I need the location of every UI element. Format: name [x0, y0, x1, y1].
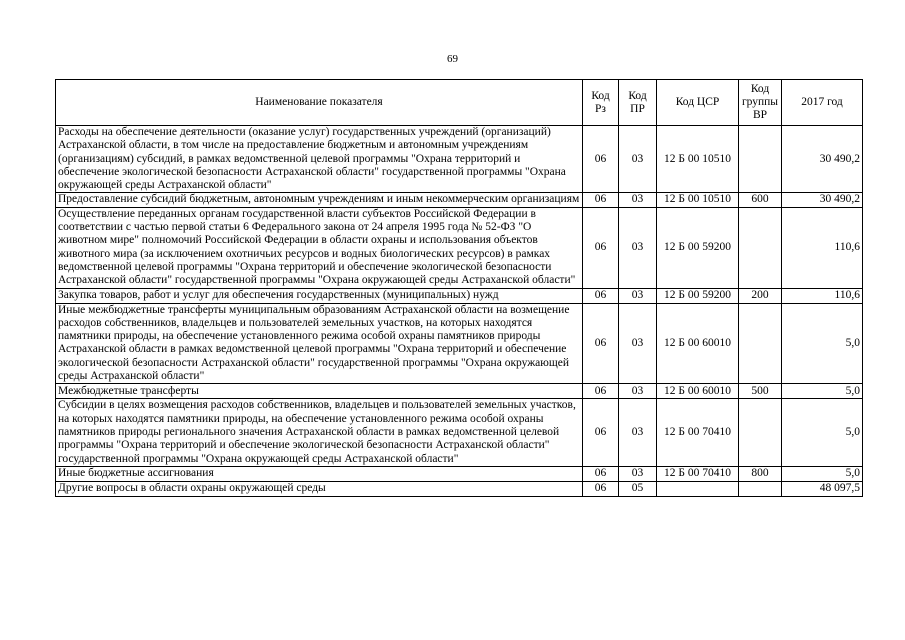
row-name: Осуществление переданных органам государственной власти субъектов Российской Федерации в соответствии с частью первой статьи 6 Федерального закона от 24 апреля 1995 года № 52-ФЗ "О животном мире" полномочий Российской Федерации в области охраны и использования объектов животного мира (за исключением охотничьих ресурсов и водных биологических ресурсов) в рамках ведомственной целевой программы "Охрана территорий и обеспечение экологической безопасности Астраханской области" государственной программы "Охрана окружающей среды Астраханской области": [56, 207, 583, 288]
row-pr: 03: [619, 303, 657, 384]
row-csr: 12 Б 00 59200: [657, 288, 739, 303]
row-name: Иные бюджетные ассигнования: [56, 466, 583, 481]
row-pr: 03: [619, 399, 657, 466]
row-rz: 06: [583, 207, 619, 288]
row-pr: 03: [619, 207, 657, 288]
row-rz: 06: [583, 384, 619, 399]
row-amount: 5,0: [782, 466, 863, 481]
row-amount: 5,0: [782, 303, 863, 384]
row-amount: 110,6: [782, 288, 863, 303]
row-pr: 03: [619, 126, 657, 193]
row-rz: 06: [583, 303, 619, 384]
row-vr: 600: [739, 193, 782, 207]
row-vr: [739, 126, 782, 193]
row-name: Другие вопросы в области охраны окружающей среды: [56, 481, 583, 496]
page-number: 69: [447, 53, 458, 65]
header-vr: Код группы ВР: [739, 80, 782, 126]
row-amount: 30 490,2: [782, 193, 863, 207]
row-vr: 800: [739, 466, 782, 481]
row-csr: 12 Б 00 10510: [657, 126, 739, 193]
row-csr: [657, 481, 739, 496]
row-csr: 12 Б 00 70410: [657, 399, 739, 466]
row-amount: 30 490,2: [782, 126, 863, 193]
row-name: Субсидии в целях возмещения расходов собственников, владельцев и пользователей земельных участков, на которых находятся памятники природы, на обеспечение установленного режима особой охраны памятников природы регионального значения Астраханской области в рамках ведомственной целевой программы "Охрана территорий и обеспечение экологической безопасности Астраханской области" государственной программы "Охрана окружающей среды Астраханской области": [56, 399, 583, 466]
row-csr: 12 Б 00 10510: [657, 193, 739, 207]
row-rz: 06: [583, 481, 619, 496]
table-row: [56, 193, 863, 207]
row-vr: [739, 481, 782, 496]
row-amount: 5,0: [782, 384, 863, 399]
row-csr: 12 Б 00 70410: [657, 466, 739, 481]
row-vr: 200: [739, 288, 782, 303]
row-vr: 500: [739, 384, 782, 399]
table-row: [56, 466, 863, 481]
row-name: Иные межбюджетные трансферты муниципальным образованиям Астраханской области на возмещение расходов собственников, владельцев и пользователей земельных участков, на которых находятся памятники природы, на обеспечение установленного режима особой охраны памятников природы Астраханской области в рамках ведомственной целевой программы "Охрана территорий и обеспечение экологической безопасности Астраханской области" государственной программы "Охрана окружающей среды Астраханской области": [56, 303, 583, 384]
row-rz: 06: [583, 399, 619, 466]
table-row: [56, 207, 863, 288]
budget-table: [55, 79, 863, 497]
row-rz: 06: [583, 126, 619, 193]
row-csr: 12 Б 00 60010: [657, 384, 739, 399]
row-amount: 48 097,5: [782, 481, 863, 496]
table-row: [56, 481, 863, 496]
table-row: [56, 399, 863, 466]
row-vr: [739, 207, 782, 288]
row-name: Межбюджетные трансферты: [56, 384, 583, 399]
row-rz: 06: [583, 288, 619, 303]
table-header-row: [56, 80, 863, 126]
table-row: [56, 384, 863, 399]
row-pr: 03: [619, 193, 657, 207]
header-csr: Код ЦСР: [657, 80, 739, 126]
row-amount: 110,6: [782, 207, 863, 288]
table-row: [56, 288, 863, 303]
header-name: Наименование показателя: [56, 80, 583, 126]
row-csr: 12 Б 00 60010: [657, 303, 739, 384]
row-csr: 12 Б 00 59200: [657, 207, 739, 288]
row-pr: 03: [619, 384, 657, 399]
header-rz: Код Рз: [583, 80, 619, 126]
row-pr: 03: [619, 288, 657, 303]
header-pr: Код ПР: [619, 80, 657, 126]
table-row: [56, 303, 863, 384]
row-pr: 05: [619, 481, 657, 496]
row-name: Закупка товаров, работ и услуг для обеспечения государственных (муниципальных) нужд: [56, 288, 583, 303]
row-name: Расходы на обеспечение деятельности (оказание услуг) государственных учреждений (организаций) Астраханской области, в том числе на предоставление бюджетным и автономным учреждениям (организациям) субсидий, в рамках ведомственной целевой программы "Охрана территорий и обеспечение экологической безопасности Астраханской области" государственной программы "Охрана окружающей среды Астраханской области": [56, 126, 583, 193]
header-year: 2017 год: [782, 80, 863, 126]
row-rz: 06: [583, 193, 619, 207]
row-amount: 5,0: [782, 399, 863, 466]
table-row: [56, 126, 863, 193]
row-rz: 06: [583, 466, 619, 481]
row-vr: [739, 399, 782, 466]
row-name: Предоставление субсидий бюджетным, автономным учреждениям и иным некоммерческим организациям: [56, 193, 583, 207]
row-vr: [739, 303, 782, 384]
row-pr: 03: [619, 466, 657, 481]
